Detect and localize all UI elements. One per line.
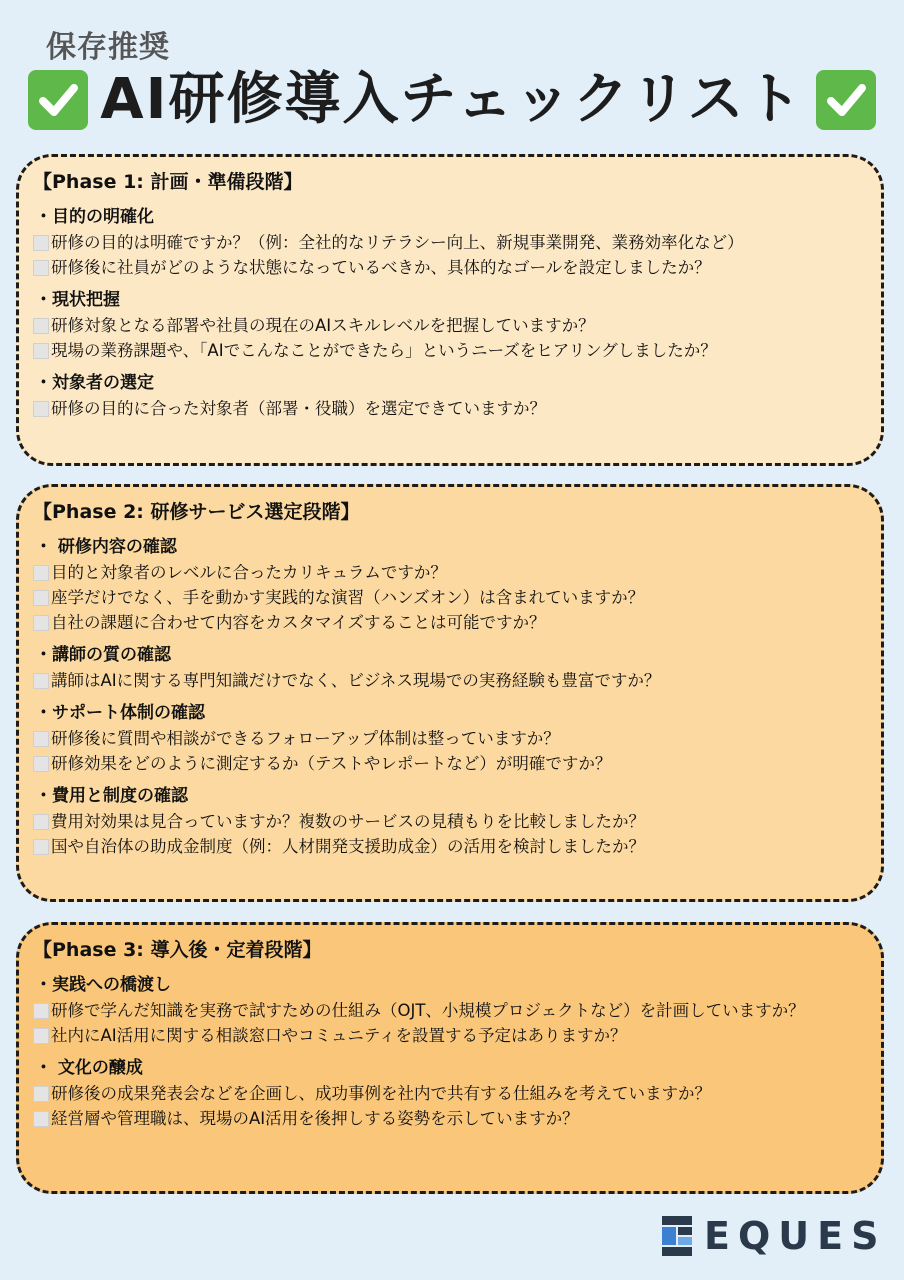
checkbox-icon[interactable]	[33, 401, 49, 417]
checkbox-icon[interactable]	[33, 1086, 49, 1102]
checklist-item[interactable]: 費用対効果は見合っていますか？複数のサービスの見積もりを比較しましたか？	[33, 809, 867, 834]
checklist-item[interactable]: 研修対象となる部署や社員の現在のAIスキルレベルを把握していますか？	[33, 313, 867, 338]
section-heading: ・ 研修内容の確認	[35, 537, 177, 557]
checkbox-icon[interactable]	[33, 343, 49, 359]
section	[33, 371, 867, 421]
checkbox-icon[interactable]	[33, 1003, 49, 1019]
section	[33, 643, 867, 693]
section	[33, 784, 867, 859]
checkbox-icon[interactable]	[33, 235, 49, 251]
checkbox-icon[interactable]	[33, 590, 49, 606]
section	[33, 288, 867, 363]
section-heading: ・講師の質の確認	[35, 645, 171, 665]
section-heading: ・目的の明確化	[35, 207, 154, 227]
checklist-item[interactable]: 経営層や管理職は、現場のAI活用を後押しする姿勢を示していますか？	[33, 1106, 867, 1131]
check-mark-icon	[28, 70, 88, 130]
phase-2-card	[16, 484, 884, 902]
page-title: AI研修導入チェックリスト	[100, 67, 804, 132]
checklist-item[interactable]: 研修の目的に合った対象者（部署・役職）を選定できていますか？	[33, 396, 867, 421]
section-heading: ・現状把握	[35, 290, 120, 310]
eques-logo	[662, 1214, 886, 1258]
section-heading: ・サポート体制の確認	[35, 703, 205, 723]
checkbox-icon[interactable]	[33, 318, 49, 334]
section-heading: ・ 文化の醸成	[35, 1058, 143, 1078]
section-heading: ・対象者の選定	[35, 373, 154, 393]
checkbox-icon[interactable]	[33, 615, 49, 631]
checkbox-icon[interactable]	[33, 731, 49, 747]
phase-1-card	[16, 154, 884, 466]
section	[33, 701, 867, 776]
checklist-item[interactable]: 研修後の成果発表会などを企画し、成功事例を社内で共有する仕組みを考えていますか？	[33, 1081, 867, 1106]
checkbox-icon[interactable]	[33, 565, 49, 581]
phase-title: 【Phase 1: 計画・準備段階】	[33, 171, 303, 193]
checklist-item[interactable]: 講師はAIに関する専門知識だけでなく、ビジネス現場での実務経験も豊富ですか？	[33, 668, 867, 693]
checklist-item[interactable]: 研修効果をどのように測定するか（テストやレポートなど）が明確ですか？	[33, 751, 867, 776]
section-heading: ・実践への橋渡し	[35, 975, 171, 995]
checkbox-icon[interactable]	[33, 756, 49, 772]
checkbox-icon[interactable]	[33, 839, 49, 855]
checkbox-icon[interactable]	[33, 1111, 49, 1127]
title-row	[28, 68, 876, 132]
checklist-item[interactable]: 研修で学んだ知識を実務で試すための仕組み（OJT、小規模プロジェクトなど）を計画していますか？	[33, 998, 867, 1023]
section	[33, 1056, 867, 1131]
logo-text: EQUES	[704, 1214, 887, 1258]
section	[33, 973, 867, 1048]
checklist-item[interactable]: 国や自治体の助成金制度（例：人材開発支援助成金）の活用を検討しましたか？	[33, 834, 867, 859]
phase-3-card	[16, 922, 884, 1194]
checklist-item[interactable]: 座学だけでなく、手を動かす実践的な演習（ハンズオン）は含まれていますか？	[33, 585, 867, 610]
checklist-item[interactable]: 社内にAI活用に関する相談窓口やコミュニティを設置する予定はありますか？	[33, 1023, 867, 1048]
checklist-item[interactable]: 研修の目的は明確ですか？（例：全社的なリテラシー向上、新規事業開発、業務効率化など）	[33, 230, 867, 255]
phase-title: 【Phase 3: 導入後・定着段階】	[33, 939, 322, 961]
section	[33, 205, 867, 280]
checkbox-icon[interactable]	[33, 814, 49, 830]
checklist-item[interactable]: 現場の業務課題や、「AIでこんなことができたら」というニーズをヒアリングしましたか？	[33, 338, 867, 363]
checkbox-icon[interactable]	[33, 260, 49, 276]
section	[33, 535, 867, 635]
phase-title: 【Phase 2: 研修サービス選定段階】	[33, 501, 360, 523]
header-subtitle: 保存推奨	[46, 30, 170, 65]
checklist-item[interactable]: 研修後に質問や相談ができるフォローアップ体制は整っていますか？	[33, 726, 867, 751]
eques-logo-icon	[662, 1216, 692, 1256]
checkbox-icon[interactable]	[33, 1028, 49, 1044]
checklist-item[interactable]: 目的と対象者のレベルに合ったカリキュラムですか？	[33, 560, 867, 585]
checkbox-icon[interactable]	[33, 673, 49, 689]
checklist-item[interactable]: 自社の課題に合わせて内容をカスタマイズすることは可能ですか？	[33, 610, 867, 635]
section-heading: ・費用と制度の確認	[35, 786, 188, 806]
checklist-item[interactable]: 研修後に社員がどのような状態になっているべきか、具体的なゴールを設定しましたか？	[33, 255, 867, 280]
check-mark-icon	[816, 70, 876, 130]
